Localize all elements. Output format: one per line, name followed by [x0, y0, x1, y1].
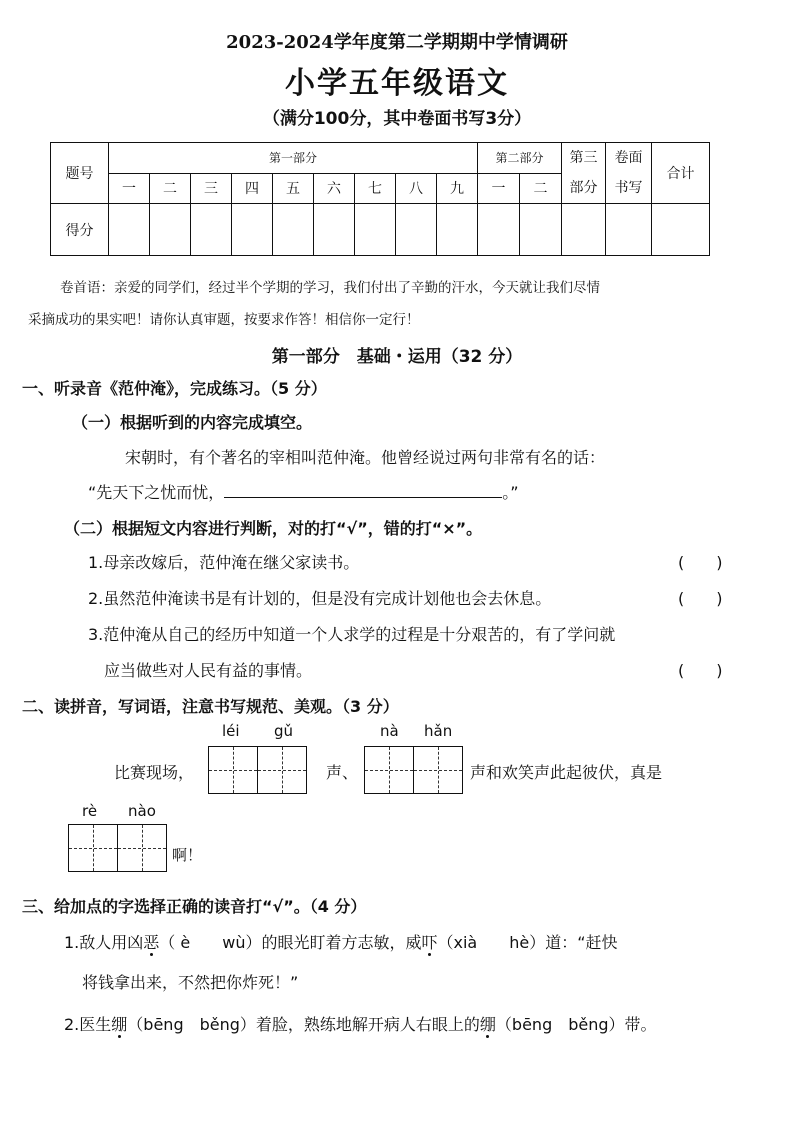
part1-col-2: 二: [150, 173, 191, 204]
answer-paren-2[interactable]: ( ): [678, 589, 723, 608]
juanmian-header: 卷面 书写: [606, 143, 652, 204]
score-note: （满分100分，其中卷面书写3分）: [262, 109, 532, 129]
writing-grid-leigu[interactable]: [208, 746, 307, 794]
score-cell[interactable]: [273, 204, 314, 256]
answer-paren-1[interactable]: ( ): [678, 553, 723, 572]
writing-grid-nahan[interactable]: [364, 746, 463, 794]
dotted-char: 恶: [143, 933, 160, 952]
section1-title: 第一部分 基础・运用（32 分）: [271, 347, 523, 367]
part1-col-9: 九: [437, 173, 478, 204]
part1-col-1: 一: [109, 173, 150, 204]
score-cell[interactable]: [355, 204, 396, 256]
part2-col-2: 二: [520, 173, 562, 204]
subject-title: 小学五年级语文: [285, 66, 509, 101]
q1-item-3: 3.范仲淹从自己的经历中知道一个人求学的过程是十分艰苦的，有了学问就: [88, 625, 616, 644]
q1-title: 一、听录音《范仲淹》，完成练习。（5 分）: [22, 379, 327, 398]
q1-sub1: （一）根据听到的内容完成填空。: [72, 413, 313, 432]
q3-line-2: 2.医生绷（bēng běng）着脸，熟练地解开病人右眼上的绷（bēng běng）带。: [64, 1015, 657, 1034]
q2-text-c: 声和欢笑声此起彼伏，真是: [470, 763, 663, 782]
q2-text-b: 声、: [326, 763, 359, 782]
score-cell[interactable]: [191, 204, 232, 256]
pinyin-gu: gǔ: [274, 722, 294, 740]
q2-text-d: 啊！: [172, 846, 203, 864]
score-cell[interactable]: [652, 204, 710, 256]
score-cell[interactable]: [314, 204, 355, 256]
q3-title: 三、给加点的字选择正确的读音打“√”。（4 分）: [22, 897, 367, 916]
part1-col-3: 三: [191, 173, 232, 204]
fill-blank[interactable]: [224, 481, 502, 498]
dotted-char: 绷: [479, 1015, 496, 1034]
part2-header: 第二部分: [478, 143, 562, 174]
defen-label: 得分: [51, 204, 109, 256]
q3-line-1-cont: 将钱拿出来，不然把你炸死！”: [82, 973, 299, 992]
pinyin-re: rè: [82, 802, 98, 820]
q1-text1: 宋朝时，有个著名的宰相叫范仲淹。他曾经说过两句非常有名的话：: [125, 448, 606, 467]
q1-quote-line: “先天下之忧而忧， 。”: [88, 483, 519, 502]
pinyin-na: nà: [380, 722, 399, 740]
q2-title: 二、读拼音，写词语，注意书写规范、美观。（3 分）: [22, 697, 399, 716]
part3-header: 第三 部分: [562, 143, 606, 204]
q1-sub2: （二）根据短文内容进行判断，对的打“√”，错的打“×”。: [64, 519, 483, 538]
intro-line-1: 卷首语：亲爱的同学们，经过半个学期的学习，我们付出了辛勤的汗水，今天就让我们尽情: [60, 280, 600, 296]
score-table: [50, 142, 710, 256]
part1-col-8: 八: [396, 173, 437, 204]
q3-line-1: 1.敌人用凶恶（ è wù）的眼光盯着方志敏，威吓（xià hè）道：“赶快: [64, 933, 618, 952]
part2-col-1: 一: [478, 173, 520, 204]
part1-header: 第一部分: [109, 143, 478, 174]
pinyin-han: hǎn: [424, 722, 453, 740]
part1-col-5: 五: [273, 173, 314, 204]
score-cell[interactable]: [437, 204, 478, 256]
dotted-char: 吓: [421, 933, 438, 952]
part1-col-7: 七: [355, 173, 396, 204]
dotted-char: 绷: [111, 1015, 128, 1034]
score-cell[interactable]: [150, 204, 191, 256]
q1-item-1: 1.母亲改嫁后，范仲淹在继父家读书。: [88, 553, 360, 572]
score-cell[interactable]: [232, 204, 273, 256]
pinyin-lei: léi: [222, 722, 240, 740]
part1-col-4: 四: [232, 173, 273, 204]
pinyin-nao: nào: [128, 802, 156, 820]
intro-line-2: 采摘成功的果实吧！请你认真审题，按要求作答！相信你一定行！: [28, 312, 420, 328]
answer-paren-3[interactable]: ( ): [678, 661, 723, 680]
q2-text-a: 比赛现场，: [114, 763, 195, 782]
tihao-label: 题号: [51, 143, 109, 204]
score-cell[interactable]: [109, 204, 150, 256]
total-header: 合计: [652, 143, 710, 204]
score-cell[interactable]: [520, 204, 562, 256]
part1-col-6: 六: [314, 173, 355, 204]
writing-grid-renao[interactable]: [68, 824, 167, 872]
exam-title: 2023-2024学年度第二学期期中学情调研: [226, 32, 568, 53]
score-cell[interactable]: [396, 204, 437, 256]
q1-item-3-cont: 应当做些对人民有益的事情。: [104, 661, 313, 680]
score-cell[interactable]: [562, 204, 606, 256]
q1-item-2: 2.虽然范仲淹读书是有计划的，但是没有完成计划他也会去休息。: [88, 589, 552, 608]
score-cell[interactable]: [606, 204, 652, 256]
score-cell[interactable]: [478, 204, 520, 256]
